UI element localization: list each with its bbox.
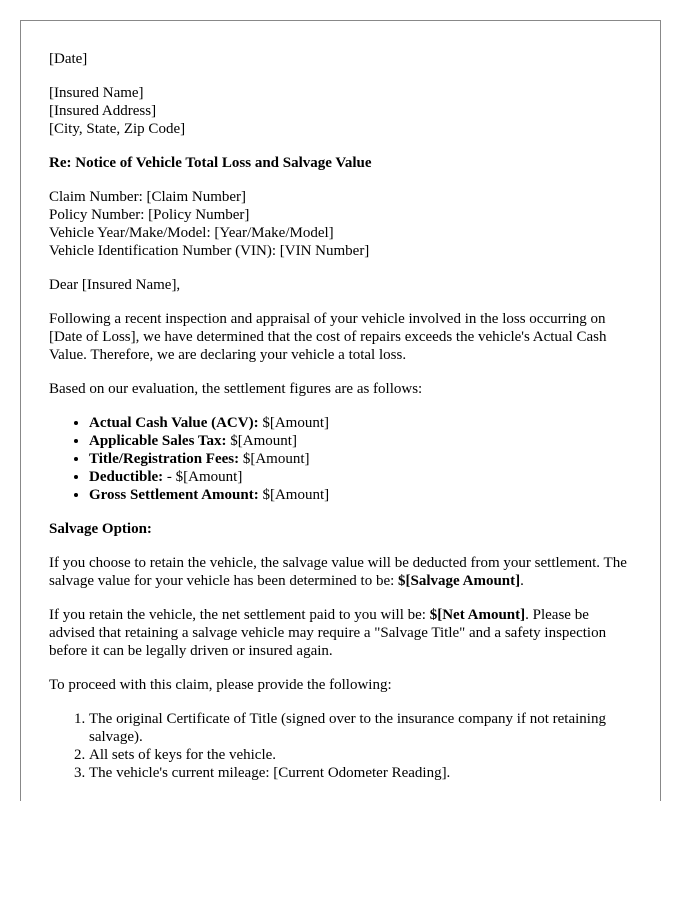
settlement-label: Title/Registration Fees: bbox=[89, 451, 240, 467]
letter-content bbox=[21, 21, 660, 782]
settlement-intro: Based on our evaluation, the settlement figures are as follows: bbox=[49, 381, 423, 397]
policy-number: Policy Number: [Policy Number] bbox=[49, 207, 250, 223]
net-text: If you retain the vehicle, the net settlement paid to you will be: bbox=[49, 607, 430, 623]
settlement-label: Deductible: bbox=[89, 469, 164, 485]
salvage-heading bbox=[49, 520, 632, 538]
settlement-item-deductible bbox=[89, 468, 632, 486]
settlement-value: $[Amount] bbox=[226, 433, 297, 449]
vehicle-info: Vehicle Year/Make/Model: [Year/Make/Model] bbox=[49, 225, 334, 241]
net-amount: $[Net Amount] bbox=[429, 607, 526, 623]
recipient-name: [Insured Name] bbox=[49, 85, 144, 101]
recipient-street: [Insured Address] bbox=[49, 103, 157, 119]
settlement-value: $[Amount] bbox=[239, 451, 310, 467]
salvage-end: . bbox=[520, 573, 524, 589]
settlement-label: Actual Cash Value (ACV): bbox=[89, 415, 259, 431]
claim-number: Claim Number: [Claim Number] bbox=[49, 189, 247, 205]
settlement-value: - $[Amount] bbox=[163, 469, 243, 485]
net-end: . Please be advised that retaining a salvage vehicle may require a "Salvage Title" and a safety inspection before it can be legally driven or insured again. bbox=[49, 607, 607, 659]
requirement-keys: 2. All sets of keys for the vehicle. bbox=[89, 746, 632, 764]
salvage-text: If you choose to retain the vehicle, the salvage value will be deducted from your settlement. The salvage value for your vehicle has been determined to be: bbox=[49, 555, 627, 589]
settlement-label: Gross Settlement Amount: bbox=[89, 487, 259, 503]
requirements-list bbox=[49, 710, 632, 782]
salvage-heading-text: Salvage Option: bbox=[49, 521, 152, 537]
recipient-city-state-zip: [City, State, Zip Code] bbox=[49, 121, 186, 137]
intro-paragraph: Following a recent inspection and appraisal of your vehicle involved in the loss occurring on [Date of Loss], we have determined that the cost of repairs exceeds the vehicle's Actual Cash Value. Therefore, we are declaring your vehicle a total loss. bbox=[49, 311, 607, 363]
claim-info bbox=[49, 188, 632, 260]
letter-page bbox=[20, 20, 661, 801]
subject-text: Re: Notice of Vehicle Total Loss and Salvage Value bbox=[49, 155, 372, 171]
requirement-mileage: 3. The vehicle's current mileage: [Current Odometer Reading]. bbox=[89, 764, 632, 782]
letter-date: [Date] bbox=[49, 51, 88, 67]
settlement-value: $[Amount] bbox=[258, 415, 330, 431]
settlement-list bbox=[49, 414, 632, 504]
proceed-intro: To proceed with this claim, please provide the following: bbox=[49, 677, 392, 693]
net-settlement-paragraph bbox=[49, 606, 632, 660]
salutation: Dear [Insured Name], bbox=[49, 277, 181, 293]
settlement-value: $[Amount] bbox=[258, 487, 330, 503]
settlement-item-title-fees bbox=[89, 450, 632, 468]
salvage-amount: $[Salvage Amount] bbox=[398, 573, 521, 589]
vin-number: Vehicle Identification Number (VIN): [VIN Number] bbox=[49, 243, 370, 259]
subject-line bbox=[49, 154, 632, 172]
settlement-item-gross bbox=[89, 486, 632, 504]
salvage-paragraph bbox=[49, 554, 632, 590]
settlement-item-acv bbox=[89, 414, 632, 432]
settlement-item-sales-tax bbox=[89, 432, 632, 450]
recipient-address bbox=[49, 84, 632, 138]
settlement-label: Applicable Sales Tax: bbox=[89, 433, 227, 449]
requirement-title: 1. The original Certificate of Title (signed over to the insurance company if not retaining salvage). bbox=[89, 710, 632, 746]
